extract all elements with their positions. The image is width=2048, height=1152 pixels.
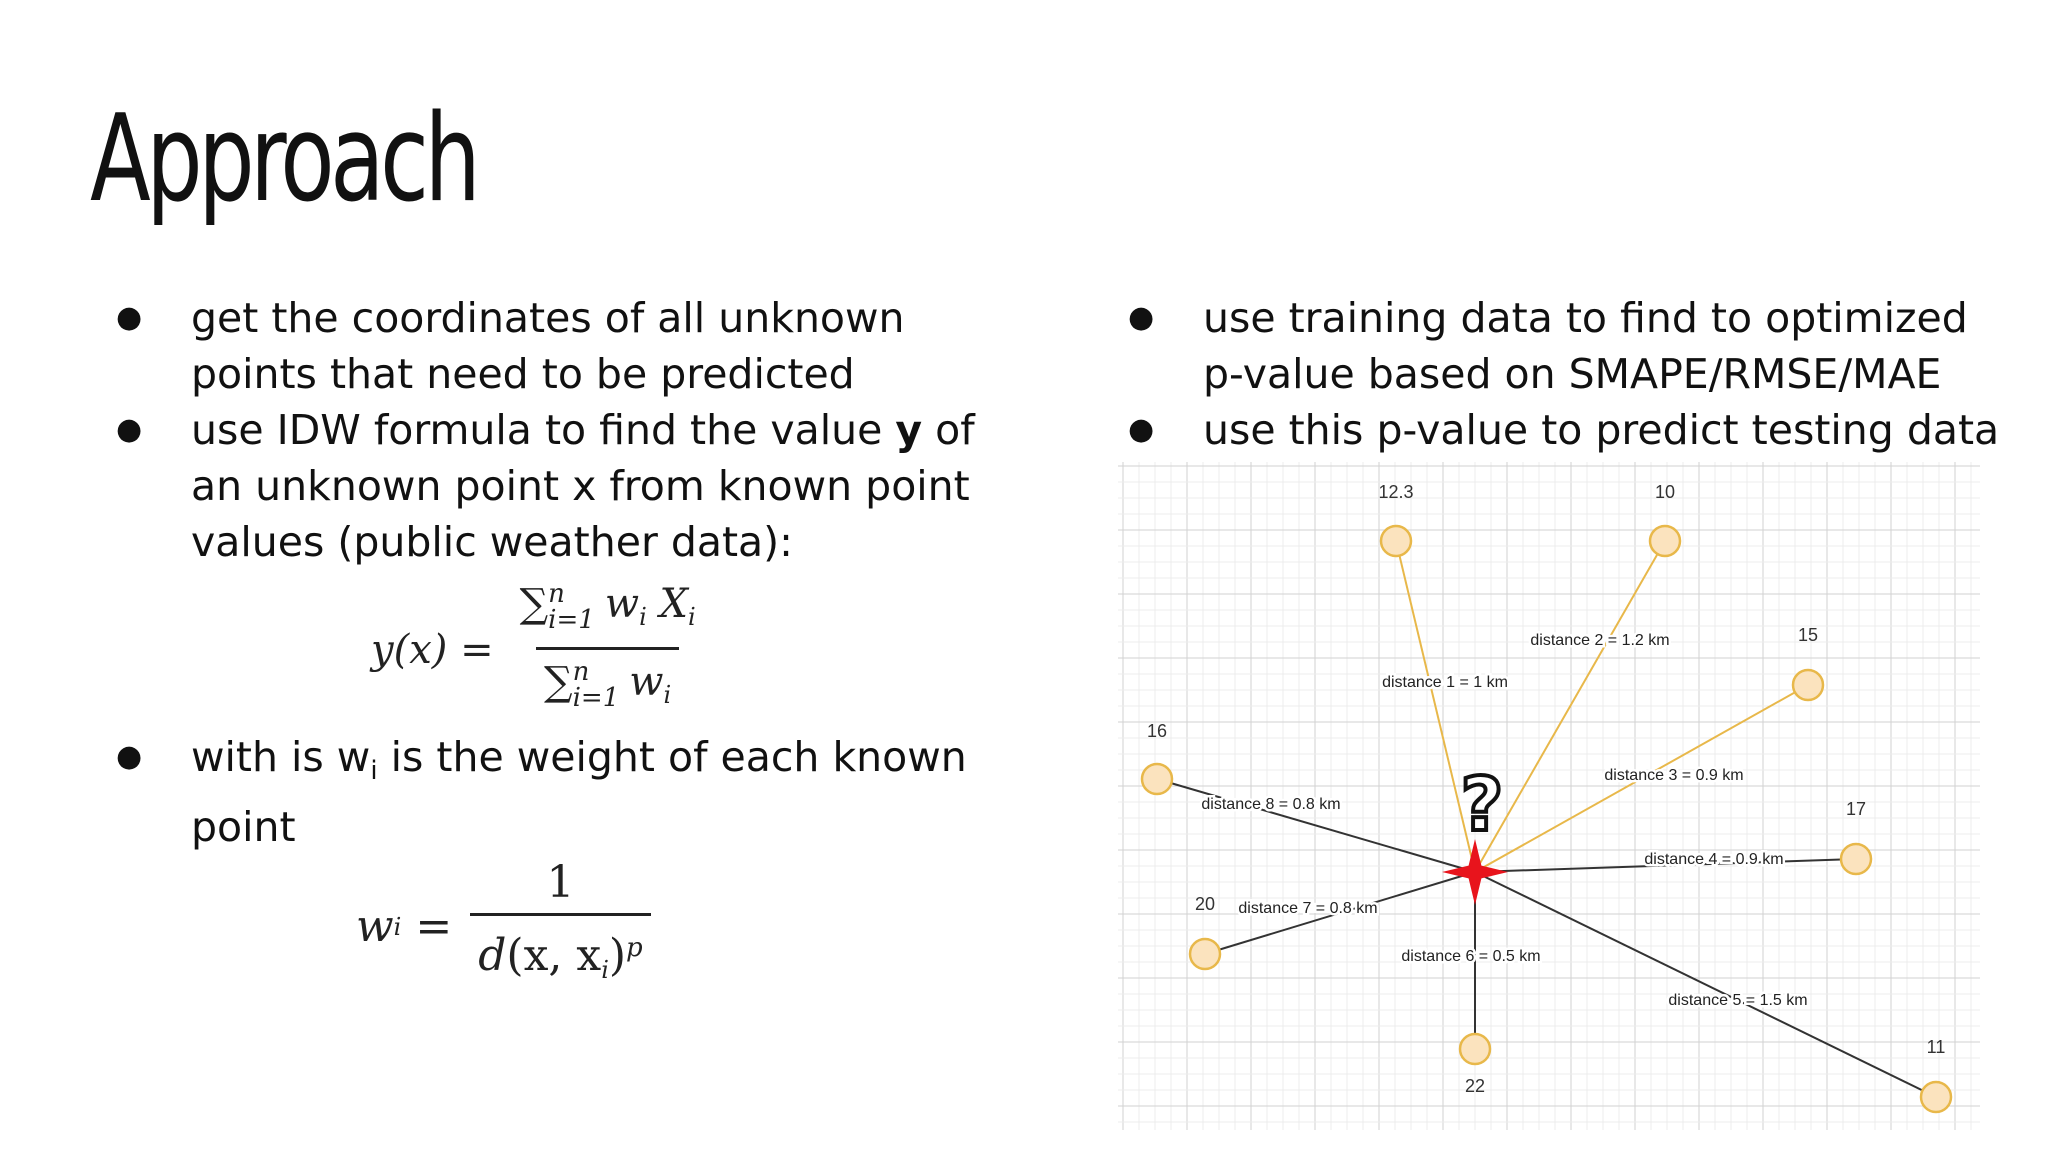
formula-fraction [512,576,704,723]
bullet-text: get the coordinates of all unknown points that need to be predicted [191,294,905,398]
weight-fraction [470,855,650,998]
bullet-text-end: of an unknown point x from known point values (public weather data): [191,406,975,566]
right-column [1128,290,2008,458]
bullet-dot: ● [1128,300,1155,335]
distance-args: (x, x [506,930,602,981]
formula-numerator [512,576,704,647]
bullet-coordinates [116,290,976,402]
subscript: i [393,912,402,941]
node-value-label: 16 [1146,721,1168,741]
distance-symbol: d [478,930,507,981]
weight-formula [356,855,976,998]
subscript: i [601,956,609,984]
value-symbol: X [659,581,688,627]
distance-label: distance 6 = 0.5 km [1401,948,1541,965]
subscript: i [687,603,696,631]
known-point-node [1650,526,1680,556]
node-value-label: 15 [1797,625,1819,645]
bullet-dot: ● [116,739,143,774]
sum-lower: i=1 [572,683,620,713]
close-paren: ) [608,930,627,981]
known-point-node [1841,844,1871,874]
distance-label: distance 2 = 1.2 km [1530,632,1670,649]
bullet-dot: ● [1128,412,1155,447]
bullet-idw-formula [116,402,976,570]
subscript: i [663,681,672,709]
distance-label: distance 3 = 0.9 km [1604,767,1744,784]
bullet-dot: ● [116,412,143,447]
weight-denominator [470,913,650,998]
distance-label: distance 8 = 0.8 km [1201,796,1341,813]
bullet-training [1128,290,2008,402]
sum-upper: n [548,579,565,609]
known-point-node [1921,1082,1951,1112]
subscript: i [639,603,647,631]
known-point-node [1142,764,1172,794]
bullet-weight [116,729,976,855]
distance-label: distance 1 = 1 km [1382,674,1508,691]
formula-denominator [536,647,679,723]
bullet-text-end: is the weight of each known point [191,733,967,851]
bullet-predict [1128,402,2008,458]
weight-numerator: 1 [546,857,575,908]
weight-symbol: w [629,659,664,705]
bullet-bold-y: y [895,406,923,454]
question-mark-icon: ? [1460,762,1504,848]
node-value-label: 17 [1845,799,1867,819]
idw-diagram [1118,462,1980,1130]
known-point-node [1190,939,1220,969]
bullet-text: use this p-value to predict testing data [1203,406,2000,454]
node-value-label: 12.3 [1378,482,1414,502]
known-point-node [1381,526,1411,556]
node-value-label: 22 [1464,1076,1486,1096]
left-column [116,290,976,998]
sum-upper: n [572,657,590,687]
bullet-text: use training data to find to optimized p-value based on SMAPE/RMSE/MAE [1203,294,1968,398]
weight-lhs: w [356,900,394,952]
bullet-text-start: use IDW formula to find the value [191,406,896,454]
bullet-dot: ● [116,300,143,335]
node-value-label: 11 [1926,1037,1946,1057]
bullet-text-start: with is w [191,733,371,781]
known-point-node [1793,670,1823,700]
distance-label: distance 5 = 1.5 km [1668,992,1808,1009]
sum-lower: i=1 [548,605,595,635]
known-point-node [1460,1034,1490,1064]
node-value-label: 10 [1654,482,1676,502]
equals-sign: = [415,900,453,952]
node-value-label: 20 [1194,894,1216,914]
idw-formula [371,576,976,723]
weight-symbol: w [604,581,640,627]
exponent-p: p [626,933,643,963]
distance-label: distance 4 = 0.9 km [1644,851,1784,868]
formula-lhs: y(x) = [371,626,494,673]
bullet-subscript: i [370,756,378,786]
sum-symbol: ∑ [519,581,549,627]
distance-label: distance 7 = 0.8 km [1238,900,1378,917]
slide-title: Approach [90,90,477,229]
sum-symbol: ∑ [544,659,573,705]
